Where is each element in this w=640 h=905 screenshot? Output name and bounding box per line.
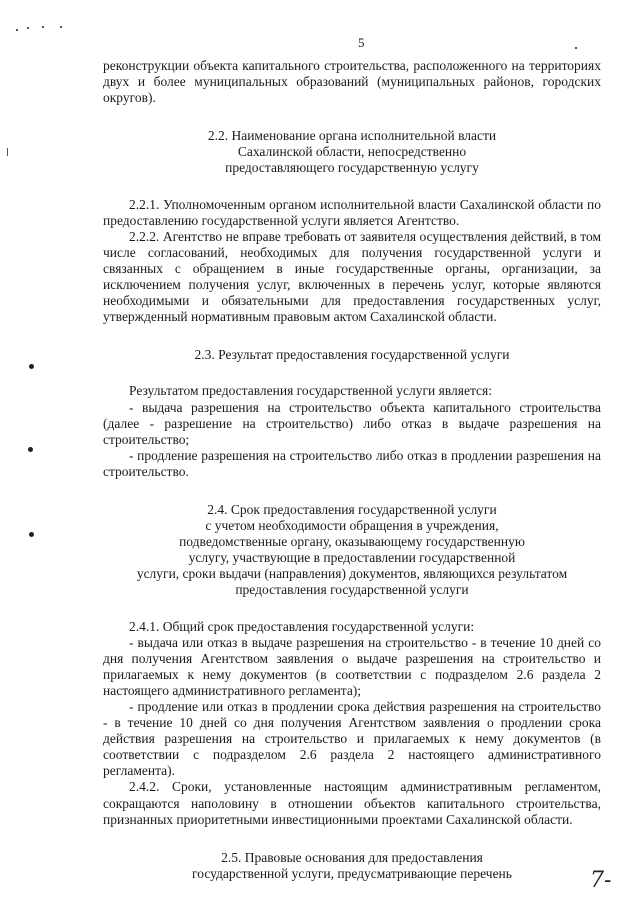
section-heading-2-4-line-2: с учетом необходимости обращения в учреждения, [205, 518, 499, 534]
clause-2-4-2: 2.4.2. Сроки, установленные настоящим административным регламентом, сокращаются наполовину в отношении объектов капитального строительства, признанных приоритетными инвестиционными проектами Сахалинской области. [103, 779, 601, 827]
clause-2-2-1: 2.2.1. Уполномоченным органом исполнительной власти Сахалинской области по предоставлению государственной услуги является Агентство. [103, 196, 601, 228]
result-item-2: - продление разрешения на строительство либо отказ в продлении разрешения на строительство. [103, 447, 601, 479]
result-intro: Результатом предоставления государственной услуги является: [129, 383, 492, 399]
scan-speck [60, 26, 62, 28]
page-number: 5 [358, 35, 365, 50]
section-heading-2-5-line-2: государственной услуги, предусматривающие перечень [192, 865, 512, 881]
section-heading-2-4-line-6: предоставления государственной услуги [235, 582, 469, 598]
section-heading-2-3: 2.3. Результат предоставления государственной услуги [194, 347, 510, 363]
section-heading-2-4-line-4: услугу, участвующие в предоставлении государственной [188, 550, 516, 566]
scan-speck [16, 29, 18, 31]
binding-hole-mark [28, 447, 33, 452]
scan-speck [42, 26, 44, 28]
section-heading-2-2-line-1: 2.2. Наименование органа исполнительной власти [207, 128, 497, 144]
paragraph-continuation: реконструкции объекта капитального строительства, расположенного на территориях двух и более муниципальных образований (муниципальных районов, городских округов). [103, 58, 601, 106]
result-item-1: - выдача разрешения на строительство объекта капитального строительства (далее - разрешение на строительство) либо отказ в выдаче разрешения на строительство; [103, 399, 601, 447]
handwritten-page-mark: 7- [590, 868, 612, 893]
section-heading-2-5-line-1: 2.5. Правовые основания для предоставления [221, 849, 483, 865]
clause-2-4-1-item-2: - продление или отказ в продлении срока действия разрешения на строительство - в течение 10 дней со дня получения Агентством заявления о продлении срока действия разрешения на строительство и прилагаемых к нему документов (в соответствии с подразделом 2.6 раздела 2 настоящего административного регламента). [103, 699, 601, 779]
section-heading-2-4-line-3: подведомственные органу, оказывающему государственную [179, 534, 525, 550]
clause-2-4-1-item-1: - выдача или отказ в выдаче разрешения на строительство - в течение 10 дней со дня получения Агентством заявления о выдаче разрешения на строительство и прилагаемых к нему документов (в соответствии с подразделом 2.6 раздела 2 настоящего административного регламента); [103, 634, 601, 698]
section-heading-2-4-line-5: услуги, сроки выдачи (направления) документов, являющихся результатом [136, 566, 568, 582]
clause-2-2-2: 2.2.2. Агентство не вправе требовать от заявителя осуществления действий, в том числе согласований, необходимых для получения государственной услуги и связанных с обращением в иные государственные органы, организации, за исключением получения услуг, включенных в перечень услуг, которые являются необходимыми и обязательными для предоставления государственных услуг, утвержденный нормативным правовым актом Сахалинской области. [103, 228, 601, 325]
document-body [103, 58, 601, 882]
scan-speck [27, 27, 29, 29]
binding-hole-mark [29, 532, 34, 537]
section-heading-2-2-line-3: предоставляющего государственную услугу [225, 160, 479, 176]
section-heading-2-4-line-1: 2.4. Срок предоставления государственной услуги [207, 501, 497, 517]
clause-2-4-1: 2.4.1. Общий срок предоставления государственной услуги: [129, 618, 475, 634]
scan-speck [575, 47, 577, 49]
scan-speck [7, 148, 8, 156]
section-heading-2-2-line-2: Сахалинской области, непосредственно [237, 144, 467, 160]
binding-hole-mark [29, 364, 34, 369]
